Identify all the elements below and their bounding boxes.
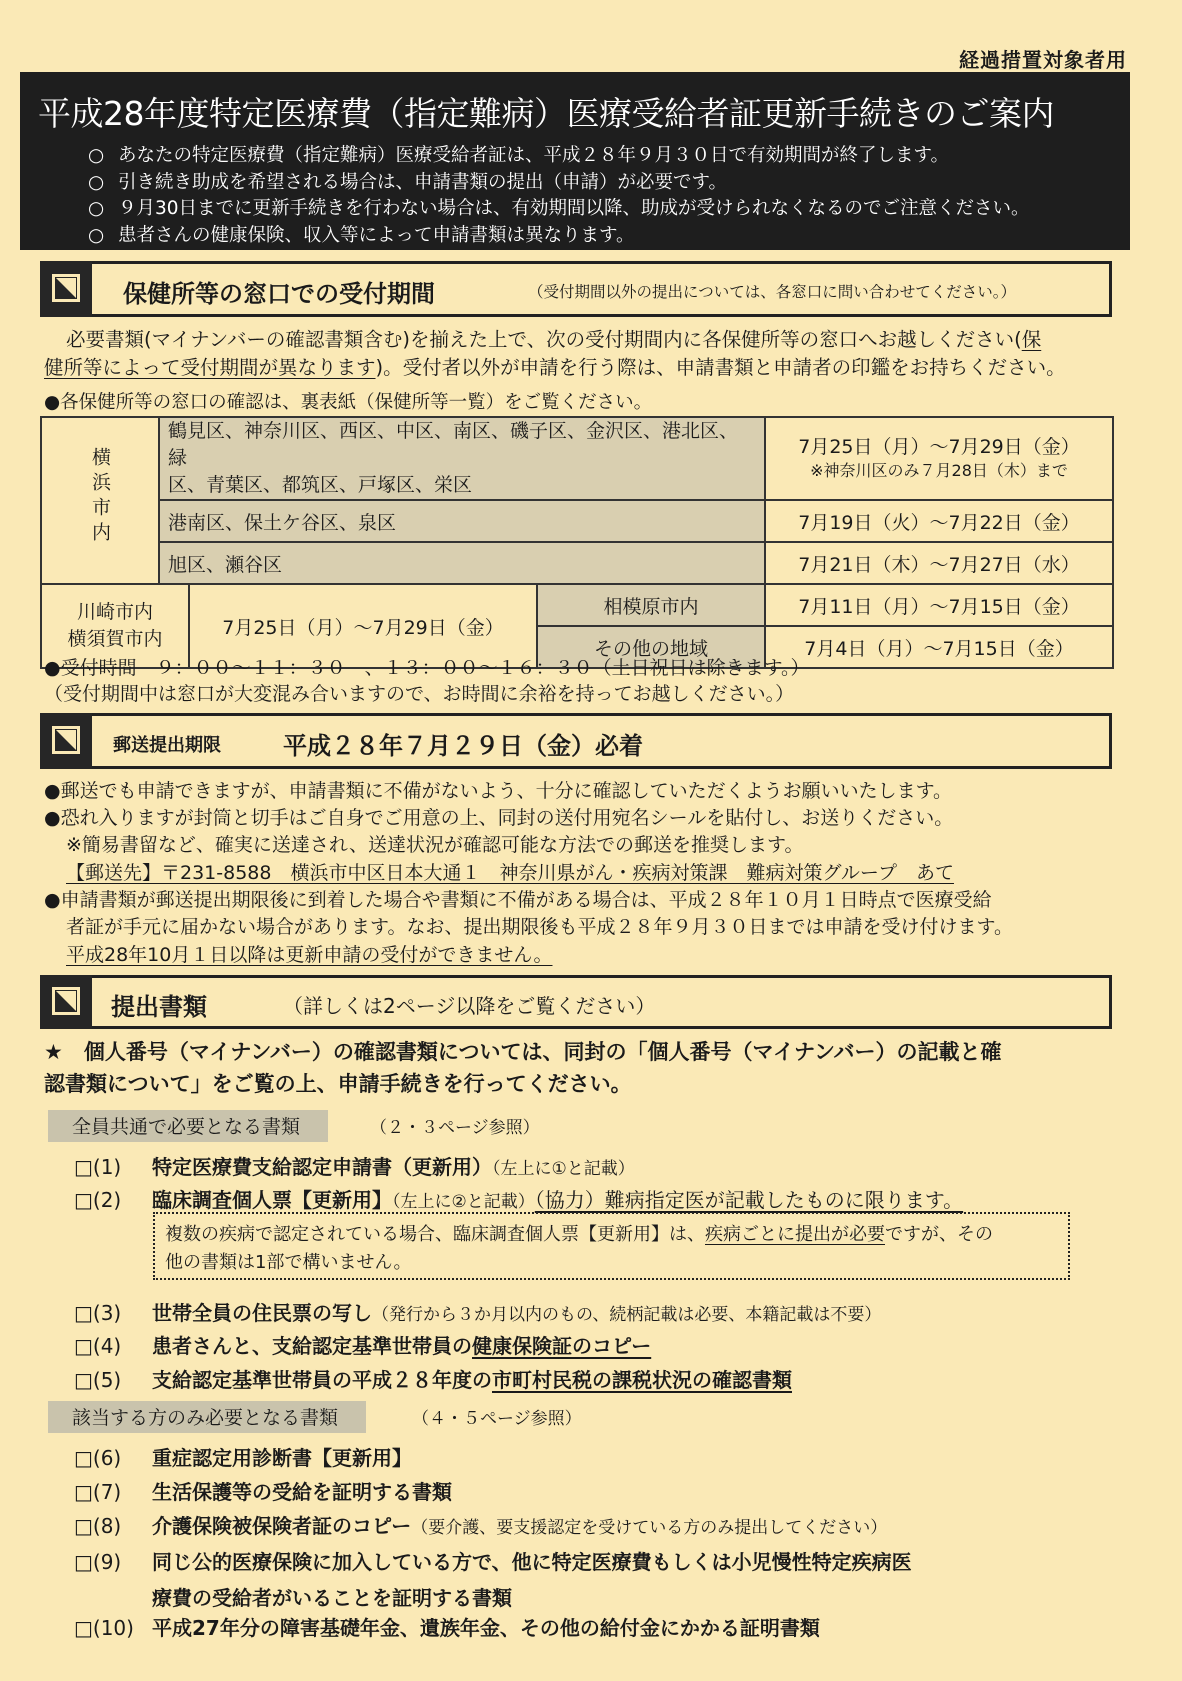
section-counter-period-header	[40, 261, 1112, 317]
section-marker-icon	[40, 261, 92, 317]
table-cell-wards: 港南区、保土ケ谷区、泉区	[159, 500, 765, 542]
counter-check-note: ●各保健所等の窓口の確認は、裏表紙（保健所等一覧）をご覧ください。	[44, 392, 653, 413]
kawasaki-yokosuka-label: 川崎市内 横須賀市内	[41, 584, 189, 668]
intro-paragraph-line1: 必要書類(マイナンバーの確認書類含む)を揃えた上で、次の受付期間内に各保健所等の窓口へお越しください(保	[66, 328, 1042, 351]
document-item-5: □(5) 支給認定基準世帯員の平成２８年度の市町村民税の課税状況の確認書類	[74, 1368, 792, 1392]
mynumber-note-line2: 認書類について」をご覧の上、申請手続きを行ってください。	[44, 1072, 632, 1096]
late-note-line2: 者証が手元に届かない場合があります。なお、提出期限後も平成２８年９月３０日までは申請を受け付けます。	[66, 916, 1013, 938]
document-item-7: □(7) 生活保護等の受給を証明する書類	[74, 1480, 452, 1504]
table-cell-date: 7月11日（月）～7月15日（金）	[765, 584, 1113, 626]
reception-schedule-table	[40, 416, 1114, 669]
common-documents-ref: （２・３ページ参照）	[370, 1118, 540, 1138]
section-note: （受付期間以外の提出については、各窓口に問い合わせてください。）	[528, 283, 1016, 301]
document-item-9: □(9) 同じ公的医療保険に加入している方で、他に特定医療費もしくは小児慢性特定疾病医 療費の受給者がいることを証明する書類	[74, 1550, 912, 1610]
banner-line: ○ あなたの特定医療費（指定難病）医療受給者証は、平成２８年９月３０日で有効期間が終了します。	[88, 145, 950, 166]
page-title: 平成28年度特定医療費（指定難病）医療受給者証更新手続きのご案内	[38, 94, 1054, 133]
table-cell-date: 7月25日（月）～7月29日（金） ※神奈川区のみ７月28日（木）まで	[765, 417, 1113, 500]
table-cell-date: 7月21日（木）～7月27日（水）	[765, 542, 1113, 584]
section-title: 提出書類	[111, 993, 207, 1021]
banner-line: ○ 引き続き助成を希望される場合は、申請書類の提出（申請）が必要です。	[88, 171, 728, 193]
table-cell-wards: 旭区、瀬谷区	[159, 542, 765, 584]
document-item-3: □(3) 世帯全員の住民票の写し（発行から３か月以内のもの、続柄記載は必要、本籍記載は不要）	[74, 1301, 882, 1325]
banner-line: ○ ９月30日までに更新手続きを行わない場合は、有効期間以降、助成が受けられなくなるのでご注意ください。	[88, 198, 1030, 219]
sagamihara-label: 相模原市内	[537, 584, 765, 626]
section-marker-icon	[40, 713, 92, 769]
mail-note: ●恐れ入りますが封筒と切手はご自身でご用意の上、同封の送付用宛名シールを貼付し、お送りください。	[44, 807, 954, 829]
common-documents-heading: 全員共通で必要となる書類	[48, 1110, 328, 1142]
document-item-10: □(10) 平成27年分の障害基礎年金、遺族年金、その他の給付金にかかる証明書類	[74, 1616, 820, 1640]
header-banner	[20, 72, 1130, 250]
intro-paragraph-line2: 健所等によって受付期間が異なります)。受付者以外が申請を行う際は、申請書類と申請者の印鑑をお持ちください。	[44, 356, 1066, 379]
late-note-line1: ●申請書類が郵送提出期限後に到着した場合や書類に不備がある場合は、平成２８年１０月１日時点で医療受給	[44, 889, 992, 911]
reception-hours-note: （受付期間中は窓口が大変混み合いますので、お時間に余裕を持ってお越しください。）	[44, 683, 795, 705]
late-note-line3: 平成28年10月１日以降は更新申請の受付ができません。	[66, 944, 553, 966]
reception-hours: ●受付時間 ９：００～１１：３０ 、１３：００～１６：３０（土日祝日は除きます。）	[44, 657, 810, 679]
mail-note: ※簡易書留など、確実に送達され、送達状況が確認可能な方法での郵送を推奨します。	[66, 834, 804, 856]
document-item-4: □(4) 患者さんと、支給認定基準世帯員の健康保険証のコピー	[74, 1334, 652, 1358]
document-item-1: □(1) 特定医療費支給認定申請書（更新用）（左上に①と記載）	[74, 1155, 635, 1179]
mail-note: ●郵送でも申請できますが、申請書類に不備がないよう、十分に確認していただくようお願いいたします。	[44, 780, 953, 802]
section-marker-icon	[40, 975, 92, 1029]
yokohama-label: 横浜市内	[41, 417, 159, 584]
section-mail-deadline-header	[40, 713, 1112, 769]
table-cell-date: 7月19日（火）～7月22日（金）	[765, 500, 1113, 542]
target-audience-tag: 経過措置対象者用	[959, 48, 1127, 72]
optional-documents-heading: 該当する方のみ必要となる書類	[48, 1401, 366, 1433]
other-area-label: その他の地域	[537, 626, 765, 668]
mynumber-note-line1: ★ 個人番号（マイナンバー）の確認書類については、同封の「個人番号（マイナンバー）の記載と確	[44, 1040, 1002, 1064]
item2-note-box: 複数の疾病で認定されている場合、臨床調査個人票【更新用】は、疾病ごとに提出が必要ですが、その 他の書類は1部で構いません。	[153, 1212, 1070, 1280]
document-item-6: □(6) 重症認定用診断書【更新用】	[74, 1446, 412, 1470]
mail-deadline: 平成２８年７月２９日（金）必着	[283, 732, 643, 760]
section-note: （詳しくは2ページ以降をご覧ください）	[283, 994, 656, 1018]
mail-address: 【郵送先】〒231-8588 横浜市中区日本大通１ 神奈川県がん・疾病対策課 難病対策グループ あて	[66, 862, 954, 884]
table-cell-date: 7月25日（月）～7月29日（金）	[189, 584, 537, 668]
section-documents-header	[40, 975, 1112, 1029]
section-title: 保健所等の窓口での受付期間	[123, 280, 435, 308]
section-label: 郵送提出期限	[113, 735, 221, 756]
table-cell-date: 7月4日（月）～7月15日（金）	[765, 626, 1113, 668]
document-item-8: □(8) 介護保険被保険者証のコピー（要介護、要支援認定を受けている方のみ提出してください）	[74, 1514, 888, 1538]
document-item-2: □(2) 臨床調査個人票【更新用】（左上に②と記載）（協力）難病指定医が記載したものに限ります。	[74, 1188, 964, 1212]
table-cell-wards: 鶴見区、神奈川区、西区、中区、南区、磯子区、金沢区、港北区、緑 区、青葉区、都筑区、戸塚区、栄区	[159, 417, 765, 500]
optional-documents-ref: （４・５ページ参照）	[412, 1409, 582, 1429]
banner-line: ○ 患者さんの健康保険、収入等によって申請書類は異なります。	[88, 224, 635, 246]
